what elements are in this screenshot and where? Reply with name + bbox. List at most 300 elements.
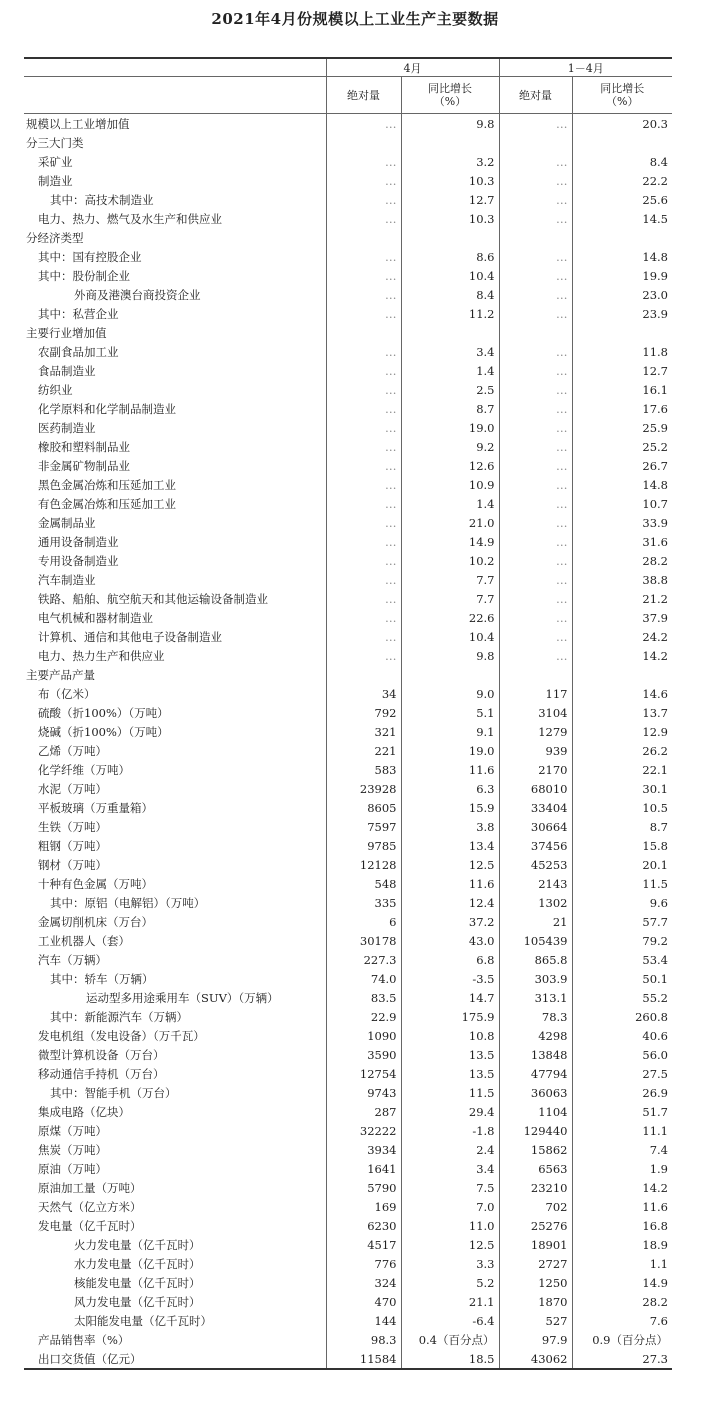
- row-label: 发电机组（发电设备）（万千瓦）: [38, 1028, 205, 1043]
- row-label: 金属切削机床（万台）: [38, 914, 153, 929]
- table-row: [24, 1083, 672, 1102]
- ytd-abs-value: …: [499, 608, 572, 627]
- ytd-yoy-value: 14.2: [572, 1178, 672, 1197]
- april-yoy-value: 9.1: [401, 722, 499, 741]
- ytd-abs-value: …: [499, 570, 572, 589]
- april-yoy-value: 8.7: [401, 399, 499, 418]
- april-abs-value: …: [326, 361, 401, 380]
- ytd-abs-value: 15862: [499, 1140, 572, 1159]
- table-row: [24, 589, 672, 608]
- header-group-april: 4月: [326, 58, 499, 77]
- table-row: [24, 456, 672, 475]
- row-label: 其中：私营企业: [38, 306, 119, 321]
- april-abs-value: …: [326, 418, 401, 437]
- table-row: [24, 171, 672, 190]
- table-row: [24, 304, 672, 323]
- ytd-yoy-value: 33.9: [572, 513, 672, 532]
- ytd-yoy-value: 7.4: [572, 1140, 672, 1159]
- ytd-abs-value: …: [499, 627, 572, 646]
- header-ytd-yoy: [572, 77, 672, 114]
- april-abs-value: 335: [326, 893, 401, 912]
- ytd-yoy-value: 22.2: [572, 171, 672, 190]
- table-row: [24, 1330, 672, 1349]
- ytd-yoy-value: 8.4: [572, 152, 672, 171]
- april-abs-value: [326, 228, 401, 247]
- table-row: [24, 285, 672, 304]
- table-row: [24, 152, 672, 171]
- row-label: 规模以上工业增加值: [26, 116, 130, 131]
- row-label: 太阳能发电量（亿千瓦时）: [74, 1313, 212, 1328]
- ytd-abs-value: …: [499, 494, 572, 513]
- april-abs-value: …: [326, 589, 401, 608]
- april-abs-value: 221: [326, 741, 401, 760]
- row-label: 其中：股份制企业: [38, 268, 130, 283]
- row-label: 出口交货值（亿元）: [24, 1349, 326, 1369]
- april-yoy-value: 0.4（百分点）: [401, 1330, 499, 1349]
- table-row: [24, 798, 672, 817]
- table-row: [24, 228, 672, 247]
- table-row: [24, 342, 672, 361]
- april-yoy-value: 2.4: [401, 1140, 499, 1159]
- april-abs-value: 9785: [326, 836, 401, 855]
- table-row: [24, 494, 672, 513]
- april-yoy-value: 7.7: [401, 589, 499, 608]
- april-yoy-value: 3.4: [401, 342, 499, 361]
- ytd-abs-value: [499, 323, 572, 342]
- ytd-yoy-value: 21.2: [572, 589, 672, 608]
- ytd-yoy-value: 22.1: [572, 760, 672, 779]
- row-label: 原煤（万吨）: [38, 1123, 107, 1138]
- ytd-abs-value: 129440: [499, 1121, 572, 1140]
- row-label: 黑色金属冶炼和压延加工业: [38, 477, 176, 492]
- april-yoy-value: 10.4: [401, 627, 499, 646]
- row-label: 主要产品产量: [26, 667, 95, 682]
- ytd-yoy-value: 13.7: [572, 703, 672, 722]
- table-row: [24, 1064, 672, 1083]
- april-abs-value: …: [326, 608, 401, 627]
- ytd-abs-value: 1250: [499, 1273, 572, 1292]
- april-yoy-value: 1.4: [401, 494, 499, 513]
- april-abs-value: 470: [326, 1292, 401, 1311]
- row-label: 运动型多用途乘用车（SUV）（万辆）: [86, 990, 279, 1005]
- ytd-yoy-value: 40.6: [572, 1026, 672, 1045]
- ytd-yoy-value: 1.9: [572, 1159, 672, 1178]
- april-yoy-value: 37.2: [401, 912, 499, 931]
- april-abs-value: …: [326, 627, 401, 646]
- ytd-abs-value: …: [499, 171, 572, 190]
- ytd-abs-value: …: [499, 152, 572, 171]
- row-label: 分三大门类: [26, 135, 84, 150]
- table-row: [24, 437, 672, 456]
- april-yoy-value: 3.4: [401, 1159, 499, 1178]
- ytd-yoy-value: 0.9（百分点）: [572, 1330, 672, 1349]
- table-row: [24, 266, 672, 285]
- table-row: [24, 893, 672, 912]
- table-row: [24, 836, 672, 855]
- april-yoy-value: 10.4: [401, 266, 499, 285]
- ytd-abs-value: 18901: [499, 1235, 572, 1254]
- table-row: [24, 760, 672, 779]
- row-label: 电气机械和器材制造业: [38, 610, 153, 625]
- april-yoy-value: [401, 228, 499, 247]
- ytd-abs-value: 13848: [499, 1045, 572, 1064]
- april-abs-value: …: [326, 570, 401, 589]
- table-row: [24, 1273, 672, 1292]
- header-yoy-line2: （%）: [433, 95, 467, 108]
- ytd-abs-value: …: [499, 361, 572, 380]
- row-label: 计算机、通信和其他电子设备制造业: [38, 629, 222, 644]
- ytd-yoy-value: 23.9: [572, 304, 672, 323]
- ytd-yoy-value: 25.6: [572, 190, 672, 209]
- table-body: [24, 114, 672, 1370]
- april-abs-value: …: [326, 456, 401, 475]
- april-abs-value: 169: [326, 1197, 401, 1216]
- april-abs-value: 74.0: [326, 969, 401, 988]
- row-label: 化学原料和化学制品制造业: [38, 401, 176, 416]
- ytd-abs-value: …: [499, 304, 572, 323]
- ytd-abs-value: …: [499, 266, 572, 285]
- ytd-abs-value: 6563: [499, 1159, 572, 1178]
- table-row: [24, 912, 672, 931]
- header-yoy-line1: 同比增长: [428, 82, 472, 95]
- ytd-yoy-value: 26.2: [572, 741, 672, 760]
- april-abs-value: 321: [326, 722, 401, 741]
- table-row: [24, 190, 672, 209]
- table-header: [24, 58, 672, 114]
- ytd-abs-value: [499, 133, 572, 152]
- table-row: [24, 817, 672, 836]
- april-yoy-value: 21.1: [401, 1292, 499, 1311]
- ytd-abs-value: …: [499, 399, 572, 418]
- ytd-abs-value: …: [499, 114, 572, 134]
- table-row: [24, 722, 672, 741]
- ytd-abs-value: …: [499, 209, 572, 228]
- ytd-yoy-value: 50.1: [572, 969, 672, 988]
- ytd-yoy-value: 10.5: [572, 798, 672, 817]
- table-row: [24, 855, 672, 874]
- april-yoy-value: 6.8: [401, 950, 499, 969]
- ytd-yoy-value: 25.2: [572, 437, 672, 456]
- ytd-yoy-value: 79.2: [572, 931, 672, 950]
- ytd-abs-value: 43062: [499, 1349, 572, 1369]
- april-yoy-value: 10.2: [401, 551, 499, 570]
- row-label: 其中：智能手机（万台）: [50, 1085, 177, 1100]
- table-row: [24, 1007, 672, 1026]
- header-blank-2: [24, 77, 326, 114]
- row-label: 硫酸（折100%）（万吨）: [38, 705, 169, 720]
- april-abs-value: …: [326, 646, 401, 665]
- april-abs-value: 32222: [326, 1121, 401, 1140]
- table-row: [24, 114, 672, 134]
- april-abs-value: 23928: [326, 779, 401, 798]
- ytd-abs-value: …: [499, 418, 572, 437]
- april-abs-value: 12754: [326, 1064, 401, 1083]
- row-label: 微型计算机设备（万台）: [38, 1047, 165, 1062]
- ytd-yoy-value: 28.2: [572, 551, 672, 570]
- april-yoy-value: 12.7: [401, 190, 499, 209]
- row-label: 化学纤维（万吨）: [38, 762, 130, 777]
- ytd-abs-value: …: [499, 646, 572, 665]
- ytd-abs-value: 2170: [499, 760, 572, 779]
- april-abs-value: 98.3: [326, 1330, 401, 1349]
- ytd-abs-value: 1302: [499, 893, 572, 912]
- row-label: 其中：原铝（电解铝）（万吨）: [50, 895, 206, 910]
- ytd-yoy-value: 16.1: [572, 380, 672, 399]
- row-label: 专用设备制造业: [38, 553, 119, 568]
- row-label: 工业机器人（套）: [38, 933, 130, 948]
- table-row: [24, 247, 672, 266]
- april-yoy-value: 5.1: [401, 703, 499, 722]
- row-label: 有色金属冶炼和压延加工业: [38, 496, 176, 511]
- table-row: [24, 361, 672, 380]
- ytd-yoy-value: 30.1: [572, 779, 672, 798]
- ytd-yoy-value: 7.6: [572, 1311, 672, 1330]
- ytd-abs-value: 30664: [499, 817, 572, 836]
- row-label: 原油（万吨）: [38, 1161, 107, 1176]
- row-label: 乙烯（万吨）: [38, 743, 107, 758]
- april-abs-value: 144: [326, 1311, 401, 1330]
- ytd-abs-value: …: [499, 342, 572, 361]
- row-label: 汽车（万辆）: [38, 952, 107, 967]
- table-row: [24, 703, 672, 722]
- table-row: [24, 969, 672, 988]
- ytd-yoy-value: 38.8: [572, 570, 672, 589]
- april-abs-value: 7597: [326, 817, 401, 836]
- ytd-yoy-value: 14.6: [572, 684, 672, 703]
- april-abs-value: 11584: [326, 1349, 401, 1369]
- ytd-abs-value: 702: [499, 1197, 572, 1216]
- april-abs-value: …: [326, 209, 401, 228]
- ytd-yoy-value: 31.6: [572, 532, 672, 551]
- row-label: 布（亿米）: [38, 686, 96, 701]
- april-abs-value: …: [326, 532, 401, 551]
- ytd-abs-value: 527: [499, 1311, 572, 1330]
- april-abs-value: 4517: [326, 1235, 401, 1254]
- april-abs-value: 22.9: [326, 1007, 401, 1026]
- ytd-abs-value: 2727: [499, 1254, 572, 1273]
- row-label: 粗钢（万吨）: [38, 838, 107, 853]
- row-label: 移动通信手持机（万台）: [38, 1066, 165, 1081]
- table-row: [24, 1045, 672, 1064]
- april-yoy-value: 10.3: [401, 209, 499, 228]
- row-label: 主要行业增加值: [26, 325, 107, 340]
- row-label: 风力发电量（亿千瓦时）: [74, 1294, 201, 1309]
- ytd-yoy-value: 56.0: [572, 1045, 672, 1064]
- row-label: 农副食品加工业: [38, 344, 119, 359]
- ytd-abs-value: 45253: [499, 855, 572, 874]
- april-yoy-value: 12.4: [401, 893, 499, 912]
- table-row: [24, 532, 672, 551]
- april-yoy-value: 9.0: [401, 684, 499, 703]
- row-label: 生铁（万吨）: [38, 819, 107, 834]
- ytd-yoy-value: 24.2: [572, 627, 672, 646]
- row-label: 发电量（亿千瓦时）: [38, 1218, 142, 1233]
- april-abs-value: 12128: [326, 855, 401, 874]
- table-row: [24, 1235, 672, 1254]
- april-yoy-value: [401, 133, 499, 152]
- row-label: 焦炭（万吨）: [38, 1142, 107, 1157]
- april-yoy-value: 175.9: [401, 1007, 499, 1026]
- ytd-yoy-value: 11.5: [572, 874, 672, 893]
- ytd-yoy-value: 15.8: [572, 836, 672, 855]
- april-yoy-value: 11.5: [401, 1083, 499, 1102]
- ytd-abs-value: 3104: [499, 703, 572, 722]
- ytd-abs-value: 25276: [499, 1216, 572, 1235]
- april-abs-value: 287: [326, 1102, 401, 1121]
- ytd-yoy-value: [572, 323, 672, 342]
- april-yoy-value: 9.8: [401, 114, 499, 134]
- april-yoy-value: 10.8: [401, 1026, 499, 1045]
- table-row: [24, 1216, 672, 1235]
- table-row: [24, 1102, 672, 1121]
- april-yoy-value: 14.7: [401, 988, 499, 1007]
- ytd-yoy-value: 57.7: [572, 912, 672, 931]
- ytd-abs-value: 36063: [499, 1083, 572, 1102]
- april-abs-value: [326, 133, 401, 152]
- ytd-abs-value: …: [499, 247, 572, 266]
- row-label: 其中：高技术制造业: [50, 192, 154, 207]
- ytd-yoy-value: 17.6: [572, 399, 672, 418]
- table-row: [24, 1311, 672, 1330]
- april-yoy-value: [401, 665, 499, 684]
- header-blank: [24, 58, 326, 77]
- april-yoy-value: 8.4: [401, 285, 499, 304]
- ytd-abs-value: …: [499, 190, 572, 209]
- april-yoy-value: 18.5: [401, 1349, 499, 1369]
- row-label: 烧碱（折100%）（万吨）: [38, 724, 169, 739]
- table-row: [24, 988, 672, 1007]
- april-abs-value: …: [326, 114, 401, 134]
- ytd-abs-value: 1279: [499, 722, 572, 741]
- ytd-yoy-value: 12.9: [572, 722, 672, 741]
- row-label: 制造业: [38, 173, 73, 188]
- april-yoy-value: [401, 323, 499, 342]
- table-row: [24, 950, 672, 969]
- ytd-yoy-value: [572, 133, 672, 152]
- ytd-abs-value: 865.8: [499, 950, 572, 969]
- april-yoy-value: 15.9: [401, 798, 499, 817]
- ytd-yoy-value: 9.6: [572, 893, 672, 912]
- row-label: 平板玻璃（万重量箱）: [38, 800, 153, 815]
- header-yoy-line1: 同比增长: [600, 82, 645, 95]
- ytd-yoy-value: 26.7: [572, 456, 672, 475]
- table-row: [24, 779, 672, 798]
- ytd-abs-value: 4298: [499, 1026, 572, 1045]
- april-abs-value: …: [326, 437, 401, 456]
- table-row: [24, 1026, 672, 1045]
- ytd-yoy-value: 23.0: [572, 285, 672, 304]
- april-yoy-value: 14.9: [401, 532, 499, 551]
- row-label: 通用设备制造业: [38, 534, 119, 549]
- april-abs-value: 792: [326, 703, 401, 722]
- row-label: 核能发电量（亿千瓦时）: [74, 1275, 201, 1290]
- data-table: [24, 57, 672, 1370]
- april-abs-value: 583: [326, 760, 401, 779]
- april-yoy-value: -1.8: [401, 1121, 499, 1140]
- row-label: 非金属矿物制品业: [38, 458, 130, 473]
- ytd-yoy-value: 53.4: [572, 950, 672, 969]
- april-yoy-value: 19.0: [401, 418, 499, 437]
- april-yoy-value: 10.9: [401, 475, 499, 494]
- table-row: [24, 209, 672, 228]
- ytd-yoy-value: 18.9: [572, 1235, 672, 1254]
- ytd-yoy-value: 14.8: [572, 475, 672, 494]
- ytd-yoy-value: 20.1: [572, 855, 672, 874]
- april-abs-value: …: [326, 285, 401, 304]
- row-label: 金属制品业: [38, 515, 96, 530]
- april-yoy-value: 10.3: [401, 171, 499, 190]
- april-yoy-value: 12.5: [401, 855, 499, 874]
- ytd-abs-value: 68010: [499, 779, 572, 798]
- ytd-abs-value: 33404: [499, 798, 572, 817]
- april-abs-value: …: [326, 152, 401, 171]
- april-yoy-value: 6.3: [401, 779, 499, 798]
- april-yoy-value: 13.5: [401, 1064, 499, 1083]
- table-row: [24, 874, 672, 893]
- table-row: [24, 608, 672, 627]
- ytd-yoy-value: [572, 228, 672, 247]
- april-yoy-value: 5.2: [401, 1273, 499, 1292]
- row-label: 火力发电量（亿千瓦时）: [74, 1237, 201, 1252]
- april-abs-value: 227.3: [326, 950, 401, 969]
- ytd-abs-value: 313.1: [499, 988, 572, 1007]
- header-group-ytd: 1－4月: [499, 58, 672, 77]
- table-row: [24, 1178, 672, 1197]
- ytd-abs-value: 78.3: [499, 1007, 572, 1026]
- april-abs-value: 8605: [326, 798, 401, 817]
- april-abs-value: 9743: [326, 1083, 401, 1102]
- april-yoy-value: 2.5: [401, 380, 499, 399]
- table-row: [24, 323, 672, 342]
- table-row: [24, 399, 672, 418]
- table-row: [24, 551, 672, 570]
- ytd-yoy-value: 27.5: [572, 1064, 672, 1083]
- table-row: [24, 931, 672, 950]
- ytd-abs-value: 47794: [499, 1064, 572, 1083]
- ytd-abs-value: [499, 228, 572, 247]
- april-yoy-value: 12.6: [401, 456, 499, 475]
- april-yoy-value: 43.0: [401, 931, 499, 950]
- april-yoy-value: 11.6: [401, 874, 499, 893]
- row-label: 集成电路（亿块）: [38, 1104, 130, 1119]
- april-abs-value: …: [326, 494, 401, 513]
- ytd-yoy-value: 12.7: [572, 361, 672, 380]
- ytd-abs-value: …: [499, 513, 572, 532]
- table-row: [24, 1292, 672, 1311]
- table-row: [24, 1197, 672, 1216]
- april-yoy-value: 9.8: [401, 646, 499, 665]
- april-abs-value: 30178: [326, 931, 401, 950]
- table-row: [24, 570, 672, 589]
- ytd-abs-value: 21: [499, 912, 572, 931]
- ytd-abs-value: …: [499, 475, 572, 494]
- row-label: 其中：国有控股企业: [38, 249, 142, 264]
- header-april-abs: 绝对量: [326, 77, 401, 114]
- ytd-yoy-value: 260.8: [572, 1007, 672, 1026]
- ytd-yoy-value: 11.8: [572, 342, 672, 361]
- table-row: [24, 684, 672, 703]
- row-label: 钢材（万吨）: [38, 857, 107, 872]
- april-yoy-value: 12.5: [401, 1235, 499, 1254]
- april-abs-value: …: [326, 475, 401, 494]
- ytd-abs-value: 117: [499, 684, 572, 703]
- row-label: 食品制造业: [38, 363, 96, 378]
- april-abs-value: 1090: [326, 1026, 401, 1045]
- april-abs-value: …: [326, 266, 401, 285]
- ytd-yoy-value: 11.1: [572, 1121, 672, 1140]
- ytd-abs-value: 2143: [499, 874, 572, 893]
- april-yoy-value: 13.5: [401, 1045, 499, 1064]
